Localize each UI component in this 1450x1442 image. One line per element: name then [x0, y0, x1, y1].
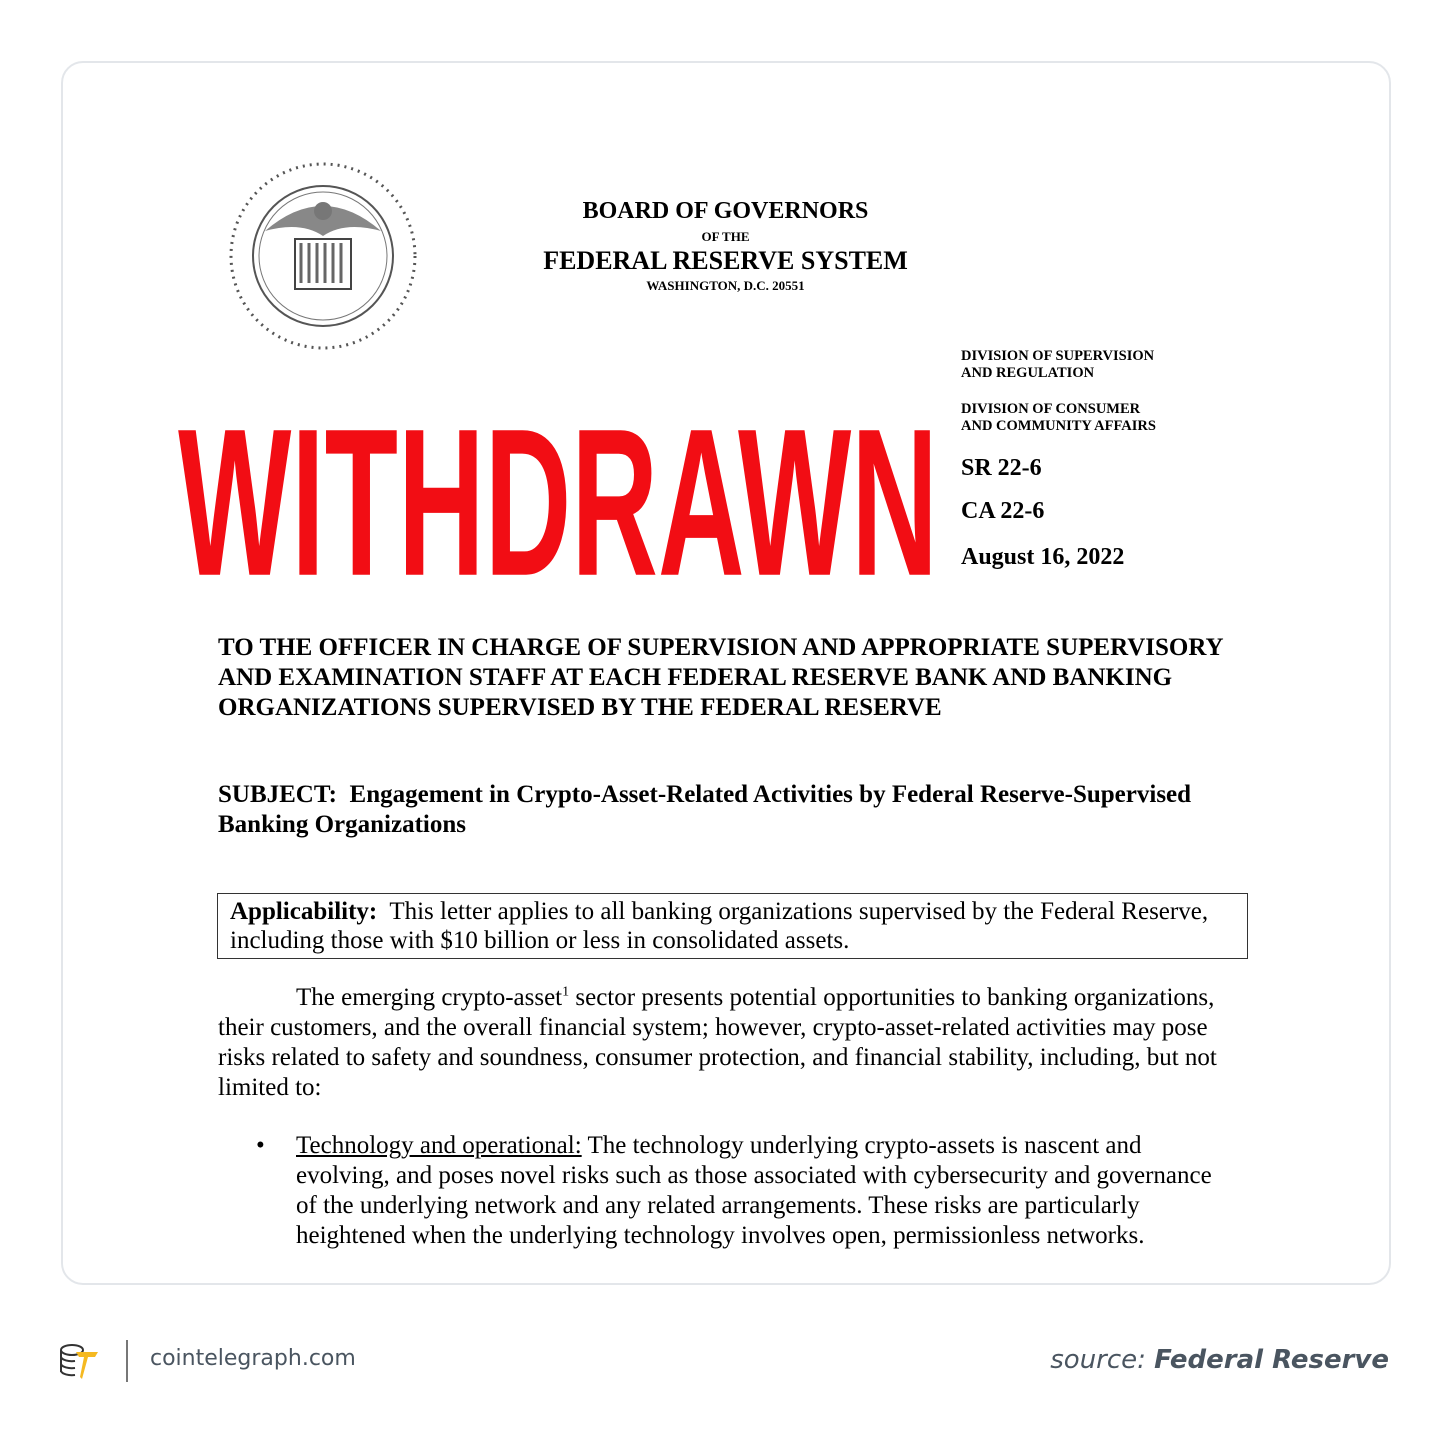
letterhead-title: BOARD OF GOVERNORS	[582, 198, 869, 224]
withdrawn-stamp: WITHDRAWN	[178, 385, 938, 621]
applicability-box: Applicability: This letter applies to all banking organizations supervised by the Federal Reserve, including those with $10 billion or less in consolidated assets.	[217, 893, 1248, 959]
sr-number: SR 22-6	[961, 455, 1042, 481]
letterhead-address: WASHINGTON, D.C. 20551	[646, 278, 805, 293]
bullet-icon: •	[256, 1132, 265, 1159]
footer-source: source: Federal Reserve	[1050, 1345, 1389, 1375]
ca-number: CA 22-6	[961, 498, 1045, 524]
letterhead-of-the: OF THE	[701, 229, 750, 244]
footer-site[interactable]: cointelegraph.com	[150, 1346, 356, 1371]
addressee: TO THE OFFICER IN CHARGE OF SUPERVISION AND APPROPRIATE SUPERVISORY AND EXAMINATION STAFF AT EACH FEDERAL RESERVE BANK AND BANKING ORGANIZATIONS SUPERVISED BY THE FEDERAL RESERVE	[218, 634, 1223, 721]
bullet-technology: • Technology and operational: The technology underlying crypto-assets is nascent and evolving, and poses novel risks such as those associated with cybersecurity and governance of the underlying network and any related arrangements. These risks are particularly heightened when the underlying technology involves open, permissionless networks.	[256, 1132, 1212, 1249]
intro-paragraph: The emerging crypto-asset$^1$ sector presents potential opportunities to banking organizations, their customers, and the overall financial system; however, crypto-asset-related activities may pose risks related to safety and soundness, consumer protection, and financial stability, including, but not limited to:	[218, 984, 1217, 1101]
cointelegraph-logo-icon	[58, 1342, 102, 1382]
division-consumer: DIVISION OF CONSUMER AND COMMUNITY AFFAIRS	[961, 401, 1156, 434]
division-supervision: DIVISION OF SUPERVISION AND REGULATION	[961, 348, 1155, 381]
federal-reserve-seal	[225, 161, 421, 351]
footer-divider	[126, 1340, 128, 1382]
document-card	[61, 61, 1391, 1285]
letter-date: August 16, 2022	[961, 544, 1125, 570]
letterhead-system: FEDERAL RESERVE SYSTEM	[543, 246, 908, 275]
subject: SUBJECT: Engagement in Crypto-Asset-Related Activities by Federal Reserve-Supervised Banking Organizations	[218, 781, 1192, 838]
